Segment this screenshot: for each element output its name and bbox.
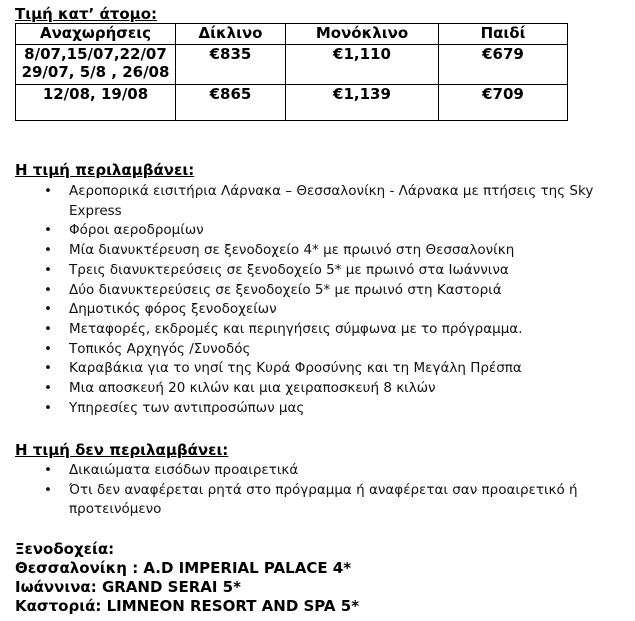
bullet-icon: •	[44, 183, 52, 199]
item-text: Μια αποσκευή 20 κιλών και μια χειραποσκευή 8 κιλών	[69, 380, 436, 397]
item-text: Καραβάκια για το νησί της Κυρά Φροσύνης και τη Μεγάλη Πρέσπα	[69, 360, 522, 377]
list-item	[0, 261, 635, 281]
double-price: €835	[176, 45, 286, 85]
hotels-section	[15, 540, 359, 616]
bullet-icon: •	[44, 399, 52, 416]
item-text: Μεταφορές, εκδρομές και περιηγήσεις σύμφωνα με το πρόγραμμα.	[69, 320, 523, 337]
list-item	[0, 461, 635, 481]
bullet-icon: •	[44, 242, 52, 259]
col-child: Παιδί	[439, 24, 568, 45]
list-item	[0, 320, 635, 340]
col-departures: Αναχωρήσεις	[16, 24, 176, 45]
table-row	[16, 85, 568, 121]
bullet-icon: •	[44, 301, 52, 318]
price-heading: Τιμή κατ’ άτομο:	[15, 5, 157, 23]
item-text: Ότι δεν αναφέρεται ρητά στο πρόγραμμα ή αναφέρεται σαν προαιρετικό ή προτεινόμενο	[69, 481, 578, 518]
departure-dates	[16, 45, 176, 85]
list-item	[0, 379, 635, 399]
list-item	[0, 182, 635, 221]
double-price: €865	[176, 85, 286, 121]
bullet-icon: •	[44, 222, 52, 239]
item-text: Τρεις διανυκτερεύσεις σε ξενοδοχείο 5* με πρωινό στα Ιωάννινα	[69, 261, 509, 278]
price-table	[15, 23, 568, 121]
hotel-ioannina: Ιωάννινα: GRAND SERAI 5*	[15, 578, 241, 596]
item-text: Φόροι αεροδρομίων	[69, 222, 204, 239]
list-item	[0, 481, 635, 520]
dates-line: 29/07, 5/8 , 26/08	[21, 63, 170, 81]
bullet-icon: •	[44, 481, 52, 498]
table-header-row	[16, 24, 568, 45]
list-item	[0, 399, 635, 419]
bullet-icon: •	[44, 320, 52, 337]
list-item	[0, 300, 635, 320]
single-price: €1,139	[286, 85, 439, 121]
single-price: €1,110	[286, 45, 439, 85]
list-item	[0, 241, 635, 261]
hotel-kastoria: Καστοριά: LIMNEON RESORT AND SPA 5*	[15, 597, 360, 615]
col-single: Μονόκλινο	[286, 24, 439, 45]
departure-dates: 12/08, 19/08	[16, 85, 176, 121]
item-text: Δικαιώματα εισόδων προαιρετικά	[69, 462, 299, 478]
dates-line: 8/07,15/07,22/07	[24, 45, 167, 63]
includes-heading: Η τιμή περιλαμβάνει:	[15, 161, 195, 179]
list-item	[0, 359, 635, 379]
col-double: Δίκλινο	[176, 24, 286, 45]
item-text: Μία διανυκτέρευση σε ξενοδοχείο 4* με πρωινό στη Θεσσαλονίκη	[69, 242, 515, 259]
bullet-icon: •	[44, 281, 52, 298]
bullet-icon: •	[44, 380, 52, 397]
child-price: €709	[439, 85, 568, 121]
list-item	[0, 340, 635, 360]
item-text: Δημοτικός φόρος ξενοδοχείων	[69, 301, 277, 318]
item-text: Αεροπορικά εισιτήρια Λάρνακα – Θεσσαλονίκη - Λάρνακα με πτήσεις της Sky Express	[69, 183, 594, 219]
hotel-thessaloniki: Θεσσαλονίκη : A.D IMPERIAL PALACE 4*	[15, 559, 352, 577]
bullet-icon: •	[44, 340, 52, 357]
list-item	[0, 281, 635, 301]
excludes-heading: Η τιμή δεν περιλαμβάνει:	[15, 441, 229, 459]
item-text: Τοπικός Αρχηγός /Συνοδός	[69, 340, 251, 357]
bullet-icon: •	[44, 261, 52, 278]
hotels-heading: Ξενοδοχεία:	[15, 540, 115, 558]
table-row	[16, 45, 568, 85]
includes-list	[0, 182, 635, 418]
item-text: Δύο διανυκτερεύσεις σε ξενοδοχείο 5* με πρωινό στη Καστοριά	[69, 281, 502, 298]
child-price: €679	[439, 45, 568, 85]
bullet-icon: •	[44, 462, 52, 478]
item-text: Υπηρεσίες των αντιπροσώπων μας	[69, 399, 305, 416]
list-item	[0, 221, 635, 241]
bullet-icon: •	[44, 360, 52, 377]
excludes-list	[0, 461, 635, 520]
